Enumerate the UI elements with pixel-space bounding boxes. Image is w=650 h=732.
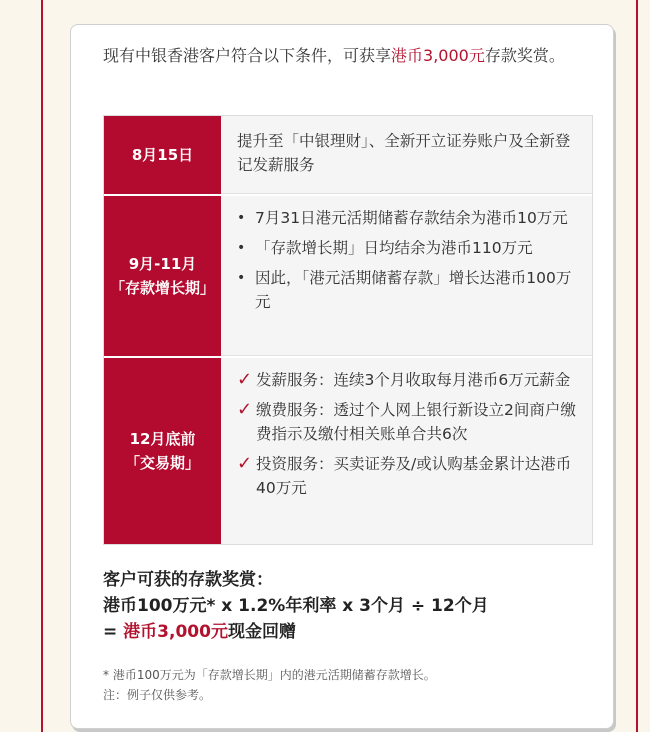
- table-row: [104, 358, 592, 544]
- table-row: [104, 196, 592, 358]
- list-item-text: 7月31日港元活期储蓄存款结余为港币10万元: [255, 209, 568, 227]
- summary-result-prefix: =: [103, 622, 124, 642]
- table-row: [104, 116, 592, 196]
- footnote-line: 注：例子仅供参考。: [103, 688, 212, 702]
- checkmark-icon: ✓: [237, 453, 253, 474]
- row-content: [221, 196, 592, 356]
- conditions-table: [103, 115, 593, 545]
- summary-result: [103, 619, 593, 645]
- summary-formula: 港币100万元* x 1.2%年利率 x 3个月 ÷ 12个月: [103, 596, 489, 616]
- checkmark-icon: ✓: [237, 399, 253, 420]
- reward-summary: [103, 567, 593, 645]
- bullet-dot-icon: •: [237, 210, 246, 226]
- row-item-text: 提升至「中银理财」、全新开立证券账户及全新登记发薪服务: [237, 132, 571, 174]
- left-border-rule: [41, 0, 43, 732]
- row-label-line: 9月-11月: [128, 255, 197, 273]
- list-item: [237, 398, 578, 446]
- list-item-text: 因此，「港元活期储蓄存款」增长达港币100万元: [255, 269, 572, 311]
- row-label-line: 12月底前: [129, 430, 196, 448]
- footnotes: [103, 665, 593, 705]
- right-border-rule: [636, 0, 638, 732]
- row-label: [104, 358, 221, 544]
- example-card: [70, 24, 614, 729]
- row-content: [221, 116, 592, 194]
- intro-prefix: 现有中银香港客户符合以下条件，可获享: [103, 46, 392, 65]
- list-item: [237, 368, 578, 392]
- row-label-line: 8月15日: [131, 146, 194, 164]
- summary-title: 客户可获的存款奖赏：: [103, 570, 273, 590]
- row-content: [221, 358, 592, 544]
- list-item: [237, 266, 578, 314]
- intro-highlight-amount: 港币3,000元: [391, 46, 485, 65]
- list-item-text: 发薪服务：连续3个月收取每月港币6万元薪金: [256, 371, 571, 389]
- intro-suffix: 存款奖赏。: [484, 46, 565, 65]
- summary-result-amount: 港币3,000元: [123, 622, 228, 642]
- list-item-text: 缴费服务：透过个人网上银行新设立2间商户缴费指示及缴付相关账单合共6次: [256, 401, 576, 443]
- row-label: [104, 116, 221, 194]
- row-label: [104, 196, 221, 356]
- list-item-text: 投资服务：买卖证券及/或认购基金累计达港币40万元: [256, 455, 572, 497]
- summary-result-suffix: 现金回赠: [227, 622, 296, 642]
- bullet-dot-icon: •: [237, 270, 246, 286]
- row-label-line: 「存款增长期」: [109, 279, 215, 297]
- list-item-text: 「存款增长期」日均结余为港币110万元: [255, 239, 533, 257]
- list-item: [237, 236, 578, 260]
- bullet-dot-icon: •: [237, 240, 246, 256]
- list-item: [237, 206, 578, 230]
- list-item: [237, 452, 578, 500]
- footnote-line: * 港币100万元为「存款增长期」内的港元活期储蓄存款增长。: [103, 668, 436, 682]
- intro-paragraph: [103, 43, 593, 69]
- checkmark-icon: ✓: [237, 369, 253, 390]
- row-label-line: 「交易期」: [124, 454, 200, 472]
